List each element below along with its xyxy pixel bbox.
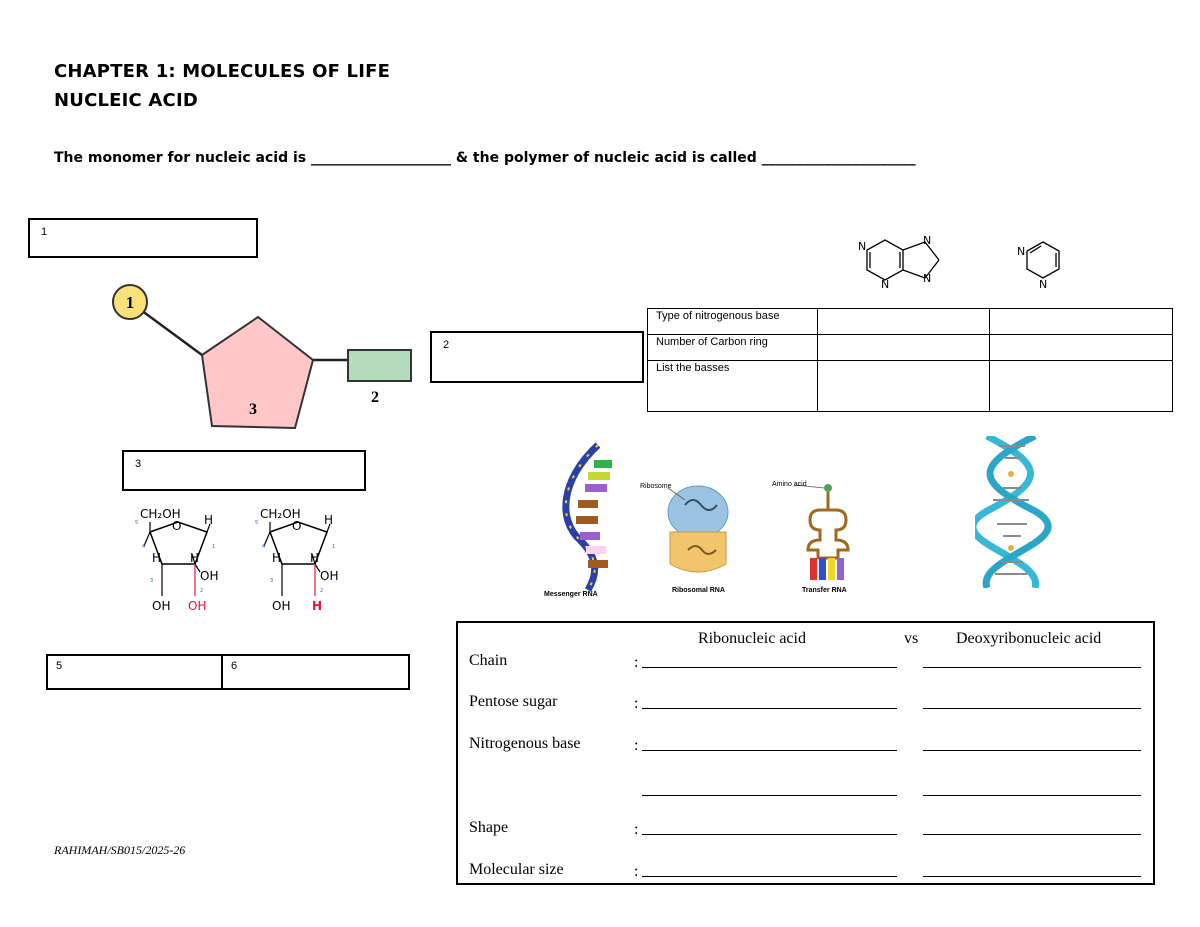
dna-answer-blank[interactable] [923, 707, 1141, 709]
section-title: NUCLEIC ACID [54, 90, 199, 111]
table-answer-cell[interactable] [818, 309, 990, 335]
rna-answer-blank[interactable] [642, 833, 897, 835]
hydroxyl-label: OH [152, 599, 171, 613]
ribose-structure [135, 507, 218, 613]
rna-dna-comparison-box [456, 621, 1155, 885]
svg-text:4: 4 [262, 544, 266, 550]
svg-text:5: 5 [255, 520, 259, 526]
colon: : [634, 654, 639, 671]
table-row-label: Type of nitrogenous base [648, 309, 818, 335]
ring-oxygen-label: O [172, 519, 182, 533]
messenger-rna-label: Messenger RNA [544, 591, 598, 598]
answer-box-5-6 [46, 654, 410, 690]
nitrogen-atom: N [1039, 278, 1048, 291]
deoxyribose-structure [255, 507, 338, 613]
hydroxyl-label: OH [200, 569, 219, 583]
comparison-row-label: Nitrogenous base [469, 735, 581, 752]
pentose-sugar-pentagon [202, 317, 313, 428]
table-row [648, 335, 1173, 361]
hydrogen-label: H [190, 551, 200, 565]
pentose-structures [120, 500, 370, 615]
nitrogen-atom: N [881, 278, 890, 291]
ribosomal-rna-label: Ribosomal RNA [672, 587, 725, 594]
colon: : [634, 737, 639, 754]
colon: : [634, 821, 639, 838]
hydrogen-label: H [310, 551, 320, 565]
dna-answer-blank[interactable] [923, 875, 1141, 877]
answer-box-3[interactable] [122, 450, 366, 491]
ring-oxygen-label: O [292, 519, 302, 533]
messenger-rna-image [544, 445, 612, 598]
ribosomal-rna-image [640, 483, 728, 594]
sugar-label: 3 [249, 401, 257, 418]
dna-answer-blank[interactable] [923, 833, 1141, 835]
rna-column-heading: Ribonucleic acid [698, 630, 806, 647]
dna-answer-blank[interactable] [923, 794, 1141, 796]
table-row [648, 361, 1173, 412]
answer-box-number: 2 [443, 339, 450, 351]
table-answer-cell[interactable] [818, 335, 990, 361]
table-row [648, 309, 1173, 335]
svg-text:3: 3 [270, 578, 274, 584]
transfer-rna-image [772, 481, 848, 594]
table-row-label: List the basses [648, 361, 818, 412]
chapter-title: CHAPTER 1: MOLECULES OF LIFE [54, 61, 391, 82]
svg-text:1: 1 [212, 544, 216, 550]
hydroxyl-label: OH [320, 569, 339, 583]
nitrogen-atom: N [923, 272, 932, 285]
table-answer-cell[interactable] [990, 309, 1173, 335]
answer-box-number: 3 [135, 458, 142, 470]
svg-text:4: 4 [142, 544, 146, 550]
ch2oh-label: CH₂OH [140, 507, 181, 521]
nitrogenous-bases-table [647, 308, 1173, 412]
hydrogen-label: H [324, 513, 334, 527]
base-label: 2 [371, 389, 379, 406]
svg-text:5: 5 [135, 520, 139, 526]
purine-ring [858, 234, 939, 291]
table-answer-cell[interactable] [990, 335, 1173, 361]
rna-answer-blank[interactable] [642, 666, 897, 668]
answer-box-number: 6 [231, 660, 238, 672]
ch2oh-label: CH₂OH [260, 507, 301, 521]
author-credit: RAHIMAH/SB015/2025-26 [54, 843, 186, 857]
hydrogen-label: H [204, 513, 214, 527]
comparison-row-label: Chain [469, 652, 508, 669]
hydrogen-label-highlight: H [312, 599, 323, 613]
pyrimidine-ring [1017, 242, 1059, 291]
answer-box-1[interactable] [28, 218, 258, 258]
amino-acid-callout: Amino acid [772, 481, 807, 488]
nitrogenous-base-rectangle [348, 350, 411, 381]
answer-box-2[interactable] [430, 331, 644, 383]
table-answer-cell[interactable] [818, 361, 990, 412]
hydrogen-label: H [272, 551, 282, 565]
table-row-label: Number of Carbon ring [648, 335, 818, 361]
vs-label: vs [904, 630, 919, 647]
transfer-rna-label: Transfer RNA [802, 587, 847, 594]
intro-question: The monomer for nucleic acid is ____________________ & the polymer of nucleic acid is called ______________________ [54, 150, 916, 166]
phosphate-label: 1 [125, 293, 135, 312]
hydroxyl-label: OH [272, 599, 291, 613]
ribosome-callout: Ribosome [640, 483, 672, 490]
rna-answer-blank[interactable] [642, 707, 897, 709]
nitrogen-atom: N [923, 234, 932, 247]
dna-answer-blank[interactable] [923, 749, 1141, 751]
hydroxyl-label-highlight: OH [188, 599, 207, 613]
colon: : [634, 863, 639, 880]
dna-answer-blank[interactable] [923, 666, 1141, 668]
rna-answer-blank[interactable] [642, 875, 897, 877]
answer-box-number: 5 [56, 660, 63, 672]
answer-box-number: 1 [41, 226, 48, 238]
nucleotide-diagram [100, 280, 420, 440]
colon: : [634, 695, 639, 712]
rna-types-illustration [540, 440, 860, 600]
dna-double-helix-image [975, 436, 1055, 588]
comparison-row-label: Shape [469, 819, 509, 836]
table-answer-cell[interactable] [990, 361, 1173, 412]
svg-text:2: 2 [320, 588, 324, 594]
svg-text:2: 2 [200, 588, 204, 594]
dna-column-heading: Deoxyribonucleic acid [956, 630, 1102, 647]
nitrogen-atom: N [1017, 245, 1026, 258]
comparison-row-label: Molecular size [469, 861, 564, 878]
nitrogen-atom: N [858, 240, 867, 253]
svg-text:3: 3 [150, 578, 154, 584]
comparison-row-label: Pentose sugar [469, 693, 558, 710]
svg-text:1: 1 [332, 544, 336, 550]
nitrogenous-base-rings [855, 232, 1075, 292]
rna-answer-blank[interactable] [642, 749, 897, 751]
hydrogen-label: H [152, 551, 162, 565]
rna-answer-blank[interactable] [642, 794, 897, 796]
